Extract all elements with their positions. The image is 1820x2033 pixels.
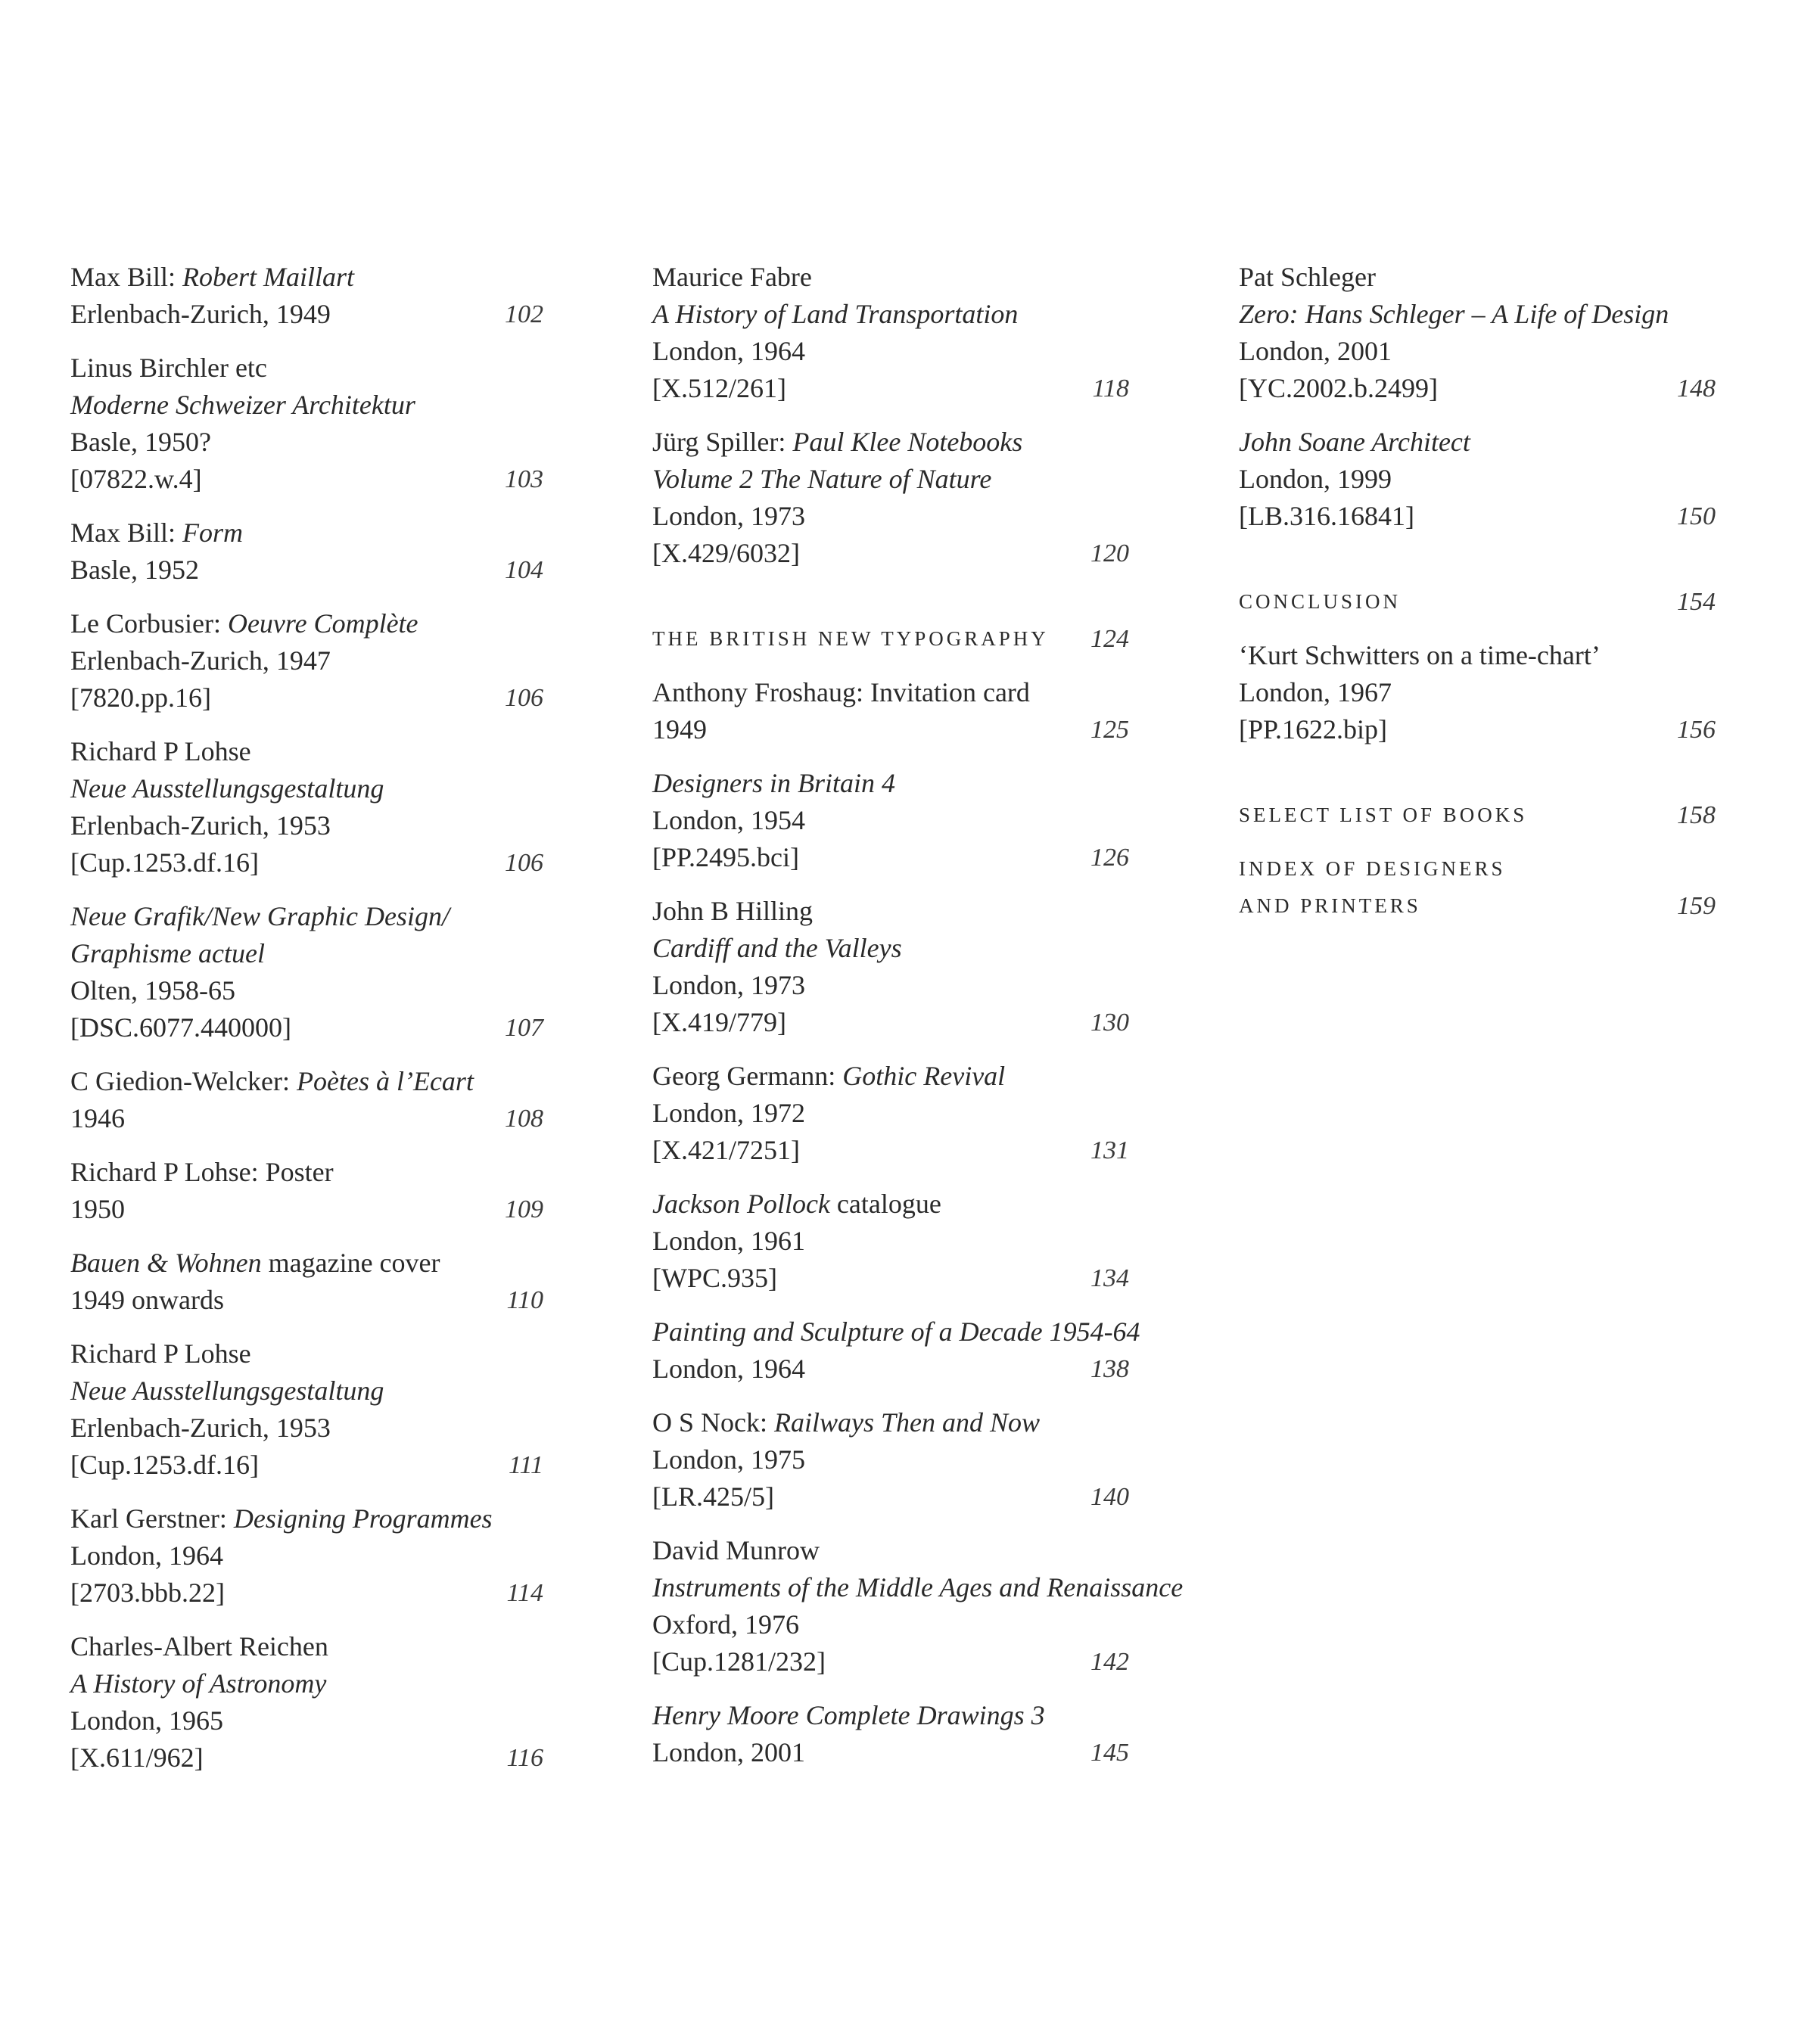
page-number: 158 xyxy=(1677,801,1716,829)
contents-entry xyxy=(70,1063,543,1137)
page-number: 116 xyxy=(506,1744,543,1772)
entry-title: Henry Moore Complete Drawings 3 xyxy=(652,1700,1045,1730)
entry-text: Basle, 1952 xyxy=(70,555,199,585)
entry-line xyxy=(652,711,1129,748)
page-number: 109 xyxy=(505,1195,543,1223)
entry-line xyxy=(70,1574,543,1612)
entry-text: [LR.425/5] xyxy=(652,1481,774,1512)
entry-line xyxy=(70,733,543,770)
entry-title: Graphisme actuel xyxy=(70,938,265,968)
entry-line xyxy=(70,1739,543,1777)
section-heading-label: THE BRITISH NEW TYPOGRAPHY xyxy=(652,627,1049,650)
page-number: 106 xyxy=(505,849,543,877)
contents-entry xyxy=(652,765,1129,876)
entry-text: [X.429/6032] xyxy=(652,538,800,568)
contents-entry xyxy=(1239,424,1716,535)
entry-title: Zero: Hans Schleger – A Life of Design xyxy=(1239,299,1669,329)
entry-line xyxy=(70,1410,543,1447)
entry-text: London, 1961 xyxy=(652,1226,805,1256)
entry-line xyxy=(652,1404,1129,1441)
page-number: 131 xyxy=(1090,1136,1129,1164)
entry-text: Le Corbusier: xyxy=(70,608,228,639)
page-number: 103 xyxy=(505,465,543,493)
entry-text: [X.611/962] xyxy=(70,1742,204,1773)
entry-title: John Soane Architect xyxy=(1239,427,1470,457)
entry-text: London, 1964 xyxy=(652,336,805,366)
entry-text: London, 1973 xyxy=(652,970,805,1000)
contents-column-3 xyxy=(1239,259,1716,941)
entry-line xyxy=(70,1282,543,1319)
entry-title: Paul Klee Notebooks xyxy=(792,427,1023,457)
entry-text: Max Bill: xyxy=(70,262,183,292)
entry-text: Georg Germann: xyxy=(652,1061,843,1091)
entry-text: London, 1954 xyxy=(652,805,805,835)
contents-entry xyxy=(652,1186,1129,1297)
entry-line xyxy=(70,296,543,333)
entry-line xyxy=(652,259,1129,296)
entry-title: Poètes à l’Ecart xyxy=(297,1066,474,1096)
section-heading xyxy=(1239,797,1716,834)
contents-entry xyxy=(1239,259,1716,407)
entry-line xyxy=(652,930,1129,967)
entry-text: [Cup.1281/232] xyxy=(652,1646,826,1677)
entry-line xyxy=(652,967,1129,1004)
entry-text: London, 1975 xyxy=(652,1444,805,1475)
entry-text: London, 1965 xyxy=(70,1705,223,1736)
entry-line xyxy=(652,1260,1129,1297)
entry-title: Cardiff and the Valleys xyxy=(652,933,902,963)
entry-line xyxy=(70,1447,543,1484)
entry-line xyxy=(1239,296,1716,333)
contents-entry xyxy=(70,898,543,1046)
entry-text: Erlenbach-Zurich, 1949 xyxy=(70,299,331,329)
entry-text: Olten, 1958-65 xyxy=(70,975,235,1006)
page-number: 106 xyxy=(505,684,543,712)
entry-line xyxy=(1239,333,1716,370)
entry-text: London, 1964 xyxy=(652,1354,805,1384)
entry-line xyxy=(70,259,543,296)
contents-entry xyxy=(652,1404,1129,1515)
section-heading-label: INDEX OF DESIGNERS xyxy=(1239,857,1506,880)
entry-text: London, 1964 xyxy=(70,1540,223,1571)
section-heading-label: CONCLUSION xyxy=(1239,590,1402,613)
entry-title: Gothic Revival xyxy=(842,1061,1006,1091)
entry-title: A History of Astronomy xyxy=(70,1668,327,1699)
entry-text: [7820.pp.16] xyxy=(70,682,211,713)
entry-line xyxy=(652,498,1129,535)
entry-text: magazine cover xyxy=(261,1248,440,1278)
entry-line xyxy=(652,424,1129,461)
entry-title: Instruments of the Middle Ages and Renaissance xyxy=(652,1572,1184,1602)
entry-title: Designers in Britain 4 xyxy=(652,768,895,798)
entry-line xyxy=(70,1100,543,1137)
entry-line xyxy=(70,514,543,552)
contents-entry xyxy=(652,674,1129,748)
contents-entry xyxy=(70,1245,543,1319)
section-heading-text xyxy=(652,620,1129,657)
contents-column-2 xyxy=(652,259,1184,1788)
entry-line xyxy=(1239,674,1716,711)
entry-line xyxy=(652,370,1129,407)
entry-line xyxy=(70,605,543,642)
contents-entry xyxy=(70,1154,543,1228)
entry-line xyxy=(652,333,1129,370)
entry-text: David Munrow xyxy=(652,1535,820,1565)
entry-text: Erlenbach-Zurich, 1953 xyxy=(70,810,331,841)
entry-line xyxy=(652,1532,1129,1569)
page-number: 104 xyxy=(505,556,543,584)
entry-text: London, 1972 xyxy=(652,1098,805,1128)
entry-text: John B Hilling xyxy=(652,896,814,926)
section-heading-text xyxy=(1239,797,1716,834)
entry-line xyxy=(652,1004,1129,1041)
entry-line xyxy=(70,1500,543,1537)
page-number: 107 xyxy=(505,1014,543,1042)
entry-line xyxy=(1239,370,1716,407)
entry-title: Volume 2 The Nature of Nature xyxy=(652,464,992,494)
entry-text: [PP.2495.bci] xyxy=(652,842,800,872)
entry-text: [LB.316.16841] xyxy=(1239,501,1414,531)
section-heading xyxy=(1239,850,1716,925)
entry-line xyxy=(652,802,1129,839)
contents-entry xyxy=(1239,637,1716,748)
entry-line xyxy=(70,679,543,717)
entry-text: [WPC.935] xyxy=(652,1263,777,1293)
section-heading-label: SELECT LIST OF BOOKS xyxy=(1239,804,1528,826)
entry-line xyxy=(70,552,543,589)
entry-line xyxy=(652,1643,1129,1680)
entry-line xyxy=(70,844,543,881)
entry-text: Max Bill: xyxy=(70,518,183,548)
page-number: 148 xyxy=(1677,375,1716,403)
entry-title: Painting and Sculpture of a Decade 1954-64 xyxy=(652,1316,1140,1347)
entry-line xyxy=(70,1702,543,1739)
entry-line xyxy=(1239,711,1716,748)
entry-text: London, 1973 xyxy=(652,501,805,531)
entry-text: London, 2001 xyxy=(652,1737,805,1767)
entry-line xyxy=(652,1095,1129,1132)
contents-entry xyxy=(652,259,1129,407)
page-number: 102 xyxy=(505,300,543,328)
entry-text: Anthony Froshaug: Invitation card xyxy=(652,677,1030,707)
page-number: 125 xyxy=(1090,716,1129,744)
entry-line xyxy=(70,1665,543,1702)
entry-text: [Cup.1253.df.16] xyxy=(70,1450,259,1480)
entry-line xyxy=(652,1058,1129,1095)
entry-title: Robert Maillart xyxy=(182,262,355,292)
entry-line xyxy=(70,1628,543,1665)
contents-entry xyxy=(652,1532,1184,1680)
contents-entry xyxy=(70,733,543,881)
entry-text: 1946 xyxy=(70,1103,125,1133)
entry-text: Karl Gerstner: xyxy=(70,1503,234,1534)
contents-entry xyxy=(652,1697,1129,1771)
entry-line xyxy=(70,1372,543,1410)
entry-line xyxy=(70,642,543,679)
page-number: 134 xyxy=(1090,1264,1129,1292)
contents-entry xyxy=(70,350,543,498)
entry-line xyxy=(70,1335,543,1372)
entry-text: O S Nock: xyxy=(652,1407,774,1438)
entry-title: Neue Ausstellungsgestaltung xyxy=(70,773,384,804)
contents-entry xyxy=(652,1313,1140,1388)
entry-text: ‘Kurt Schwitters on a time-chart’ xyxy=(1239,640,1601,670)
contents-entry xyxy=(70,1500,543,1612)
entry-text: Richard P Lohse: Poster xyxy=(70,1157,334,1187)
entry-title: Oeuvre Complète xyxy=(227,608,418,639)
entry-text: Richard P Lohse xyxy=(70,736,251,766)
page-number: 118 xyxy=(1092,375,1129,403)
page-number: 108 xyxy=(505,1105,543,1133)
entry-line xyxy=(1239,498,1716,535)
entry-text: [07822.w.4] xyxy=(70,464,202,494)
page-number: 145 xyxy=(1090,1739,1129,1767)
entry-line xyxy=(652,839,1129,876)
entry-line xyxy=(70,1154,543,1191)
entry-text: London, 1999 xyxy=(1239,464,1392,494)
page-number: 140 xyxy=(1090,1483,1129,1511)
entry-line xyxy=(70,387,543,424)
section-heading xyxy=(652,620,1129,657)
entry-line xyxy=(652,1351,1129,1388)
contents-entry xyxy=(70,605,543,717)
section-heading-label: AND PRINTERS xyxy=(1239,894,1421,917)
page-number: 159 xyxy=(1677,892,1716,920)
entry-text: Richard P Lohse xyxy=(70,1338,251,1369)
page-number: 130 xyxy=(1090,1009,1129,1037)
entry-line xyxy=(70,1245,543,1282)
entry-text: 1949 onwards xyxy=(70,1285,224,1315)
entry-line xyxy=(70,424,543,461)
entry-line xyxy=(652,1478,1129,1515)
entry-line xyxy=(70,1063,543,1100)
entry-text: [X.421/7251] xyxy=(652,1135,800,1165)
entry-line xyxy=(652,893,1129,930)
entry-text: [PP.1622.bip] xyxy=(1239,714,1388,745)
entry-text: 1949 xyxy=(652,714,707,745)
page-number: 126 xyxy=(1090,844,1129,872)
entry-line xyxy=(652,296,1129,333)
entry-text: [DSC.6077.440000] xyxy=(70,1012,292,1043)
section-heading-text xyxy=(1239,887,1716,925)
entry-line xyxy=(70,1191,543,1228)
entry-line xyxy=(70,1009,543,1046)
entry-title: Railways Then and Now xyxy=(774,1407,1041,1438)
entry-line xyxy=(652,1223,1129,1260)
entry-text: C Giedion-Welcker: xyxy=(70,1066,297,1096)
page-number: 142 xyxy=(1090,1648,1129,1676)
page-number: 110 xyxy=(506,1286,543,1314)
entry-line xyxy=(1239,461,1716,498)
entry-line xyxy=(1239,637,1716,674)
page-number: 114 xyxy=(506,1579,543,1607)
contents-entry xyxy=(70,514,543,589)
contents-entry xyxy=(70,259,543,333)
contents-column-1 xyxy=(70,259,543,1793)
entry-title: Bauen & Wohnen xyxy=(70,1248,262,1278)
section-heading-text xyxy=(1239,850,1716,887)
entry-text: [YC.2002.b.2499] xyxy=(1239,373,1438,403)
entry-text: [Cup.1253.df.16] xyxy=(70,847,259,878)
entry-title: Neue Grafik/New Graphic Design/ xyxy=(70,901,450,931)
entry-title: Moderne Schweizer Architektur xyxy=(70,390,415,420)
entry-text: Jürg Spiller: xyxy=(652,427,793,457)
page-number: 120 xyxy=(1090,539,1129,567)
entry-title: Designing Programmes xyxy=(233,1503,493,1534)
page-number: 111 xyxy=(509,1451,543,1479)
entry-text: Erlenbach-Zurich, 1953 xyxy=(70,1413,331,1443)
entry-line xyxy=(652,461,1129,498)
page-number: 154 xyxy=(1677,588,1716,616)
contents-entry xyxy=(70,1335,543,1484)
entry-text: Oxford, 1976 xyxy=(652,1609,799,1640)
entry-text: catalogue xyxy=(829,1189,941,1219)
entry-line xyxy=(652,1186,1129,1223)
section-heading xyxy=(1239,583,1716,620)
entry-line xyxy=(70,770,543,807)
page-number: 138 xyxy=(1090,1355,1129,1383)
entry-line xyxy=(70,807,543,844)
entry-line xyxy=(70,972,543,1009)
entry-line xyxy=(652,674,1129,711)
entry-text: Erlenbach-Zurich, 1947 xyxy=(70,645,331,676)
entry-line xyxy=(652,1569,1184,1606)
entry-title: Jackson Pollock xyxy=(652,1189,830,1219)
contents-entry xyxy=(652,1058,1129,1169)
entry-text: Pat Schleger xyxy=(1239,262,1376,292)
section-heading-text xyxy=(1239,583,1716,620)
entry-line xyxy=(70,935,543,972)
entry-line xyxy=(652,1734,1129,1771)
contents-entry xyxy=(652,424,1129,572)
entry-line xyxy=(1239,259,1716,296)
entry-text: Maurice Fabre xyxy=(652,262,812,292)
entry-line xyxy=(652,1132,1129,1169)
entry-line xyxy=(652,1697,1129,1734)
entry-line xyxy=(70,1537,543,1574)
page-number: 156 xyxy=(1677,716,1716,744)
entry-text: Basle, 1950? xyxy=(70,427,211,457)
entry-line xyxy=(70,461,543,498)
entry-text: 1950 xyxy=(70,1194,125,1224)
entry-line xyxy=(652,535,1129,572)
entry-line xyxy=(70,350,543,387)
entry-text: Charles-Albert Reichen xyxy=(70,1631,328,1662)
entry-text: [X.419/779] xyxy=(652,1007,786,1037)
contents-entry xyxy=(70,1628,543,1777)
entry-line xyxy=(1239,424,1716,461)
entry-text: [X.512/261] xyxy=(652,373,786,403)
entry-line xyxy=(652,1441,1129,1478)
entry-text: Linus Birchler etc xyxy=(70,353,267,383)
entry-line xyxy=(652,1313,1140,1351)
entry-text: London, 2001 xyxy=(1239,336,1392,366)
entry-line xyxy=(652,765,1129,802)
entry-line xyxy=(652,1606,1129,1643)
contents-entry xyxy=(652,893,1129,1041)
entry-text: London, 1967 xyxy=(1239,677,1392,707)
page-number: 124 xyxy=(1090,625,1129,653)
entry-title: A History of Land Transportation xyxy=(652,299,1019,329)
entry-title: Form xyxy=(182,518,244,548)
entry-title: Neue Ausstellungsgestaltung xyxy=(70,1376,384,1406)
page-number: 150 xyxy=(1677,502,1716,530)
entry-text: [2703.bbb.22] xyxy=(70,1578,225,1608)
entry-line xyxy=(70,898,543,935)
